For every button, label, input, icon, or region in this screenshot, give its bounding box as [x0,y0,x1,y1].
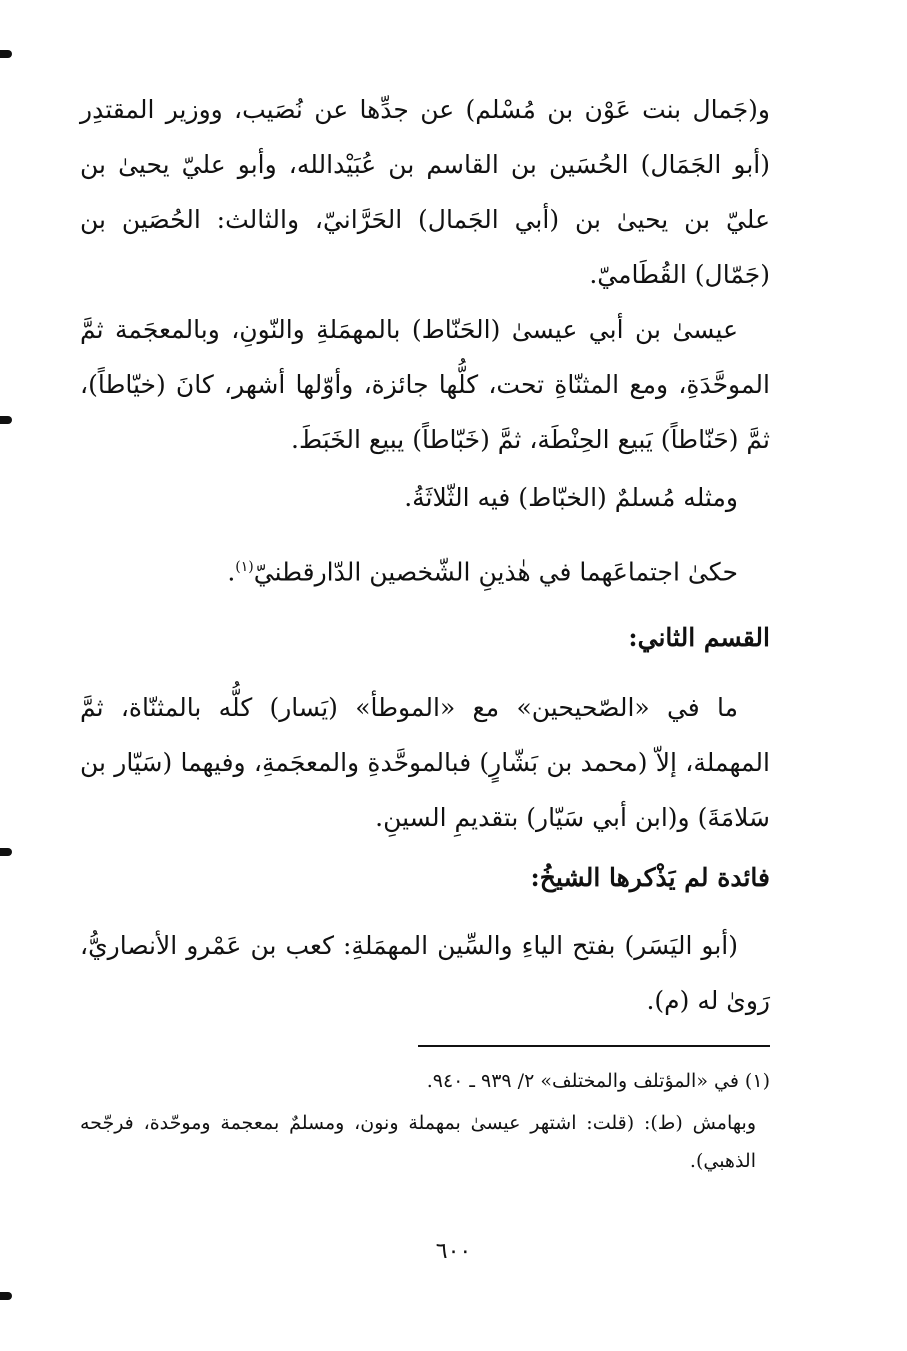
margin-mark [0,50,12,58]
footnote-margin-note: وبهامش (ط): (قلت: اشتهر عيسىٰ بمهملة ونون، ومسلمٌ بمعجمة وموحّدة، فرجّحه الذهبي). [80,1112,756,1172]
footnote-reference: (١) [235,559,254,575]
section-heading: القسم الثاني: [628,623,770,652]
margin-mark [0,1292,12,1300]
paragraph-jamal: و(جَمال بنت عَوْن بن مُسْلم) عن جدِّها عن نُصَيب، ووزير المقتدِر (أبو الجَمَال) الحُسَين بن القاسم بن عُبَيْدالله، وأبو عليّ يحيىٰ بن عليّ بن يحيىٰ بن (أبي الجَمال) الحَرَّانيّ، والثالث: الحُصَين بن (جَمّال) القُطَاميّ. [80,95,770,289]
paragraph-yasar: ما في «الصّحيحين» مع «الموطأ» (يَسار) كلُّه بالمثنّاة، ثمَّ المهملة، إلاّ (محمد بن بَشّارٍ) فبالموحَّدةِ والمعجَمةِ، وفيهما (سَيّار بن سَلامَةَ) و(ابن أبي سَيّار) بتقديمِ السينِ. [80,693,770,832]
paragraph-isa-hannat: عيسىٰ بن أبي عيسىٰ (الحَنّاط) بالمهمَلةِ والنّونِ، وبالمعجَمة ثمَّ الموحَّدَةِ، ومع المثنّاةِ تحت، كلُّها جائزة، وأوّلها أشهر، كانَ (خيّاطاً)، ثمَّ (حَنّاطاً) يَبيع الحِنْطَة، ثمَّ (خَبّاطاً) يبيع الخَبَطَ. [80,315,770,454]
margin-mark [0,416,12,424]
paragraph-daraqutni-end: . [227,557,236,587]
footnote-separator [418,1045,770,1047]
paragraph-abu-yasar: (أبو اليَسَر) بفتح الياءِ والسِّين المهمَلةِ: كعب بن عَمْرو الأنصاريُّ، رَوىٰ له (م). [80,931,770,1015]
paragraph-daraqutni [80,540,770,599]
margin-mark [0,848,12,856]
page-number: ٦٠٠ [435,1239,472,1264]
footnote-1: (١) في «المؤتلف والمختلف» ٢/ ٩٣٩ ـ ٩٤٠. [426,1070,770,1092]
paragraph-daraqutni-text: حكىٰ اجتماعَهما في هٰذينِ الشّخصين الدّارقطنيّ [253,557,738,587]
paragraph-muslim-khabbat: ومثله مُسلمٌ (الخبّاط) فيه الثّلاثَةُ. [404,483,738,512]
benefit-heading: فائدة لم يَذْكرها الشيخُ: [530,863,770,892]
